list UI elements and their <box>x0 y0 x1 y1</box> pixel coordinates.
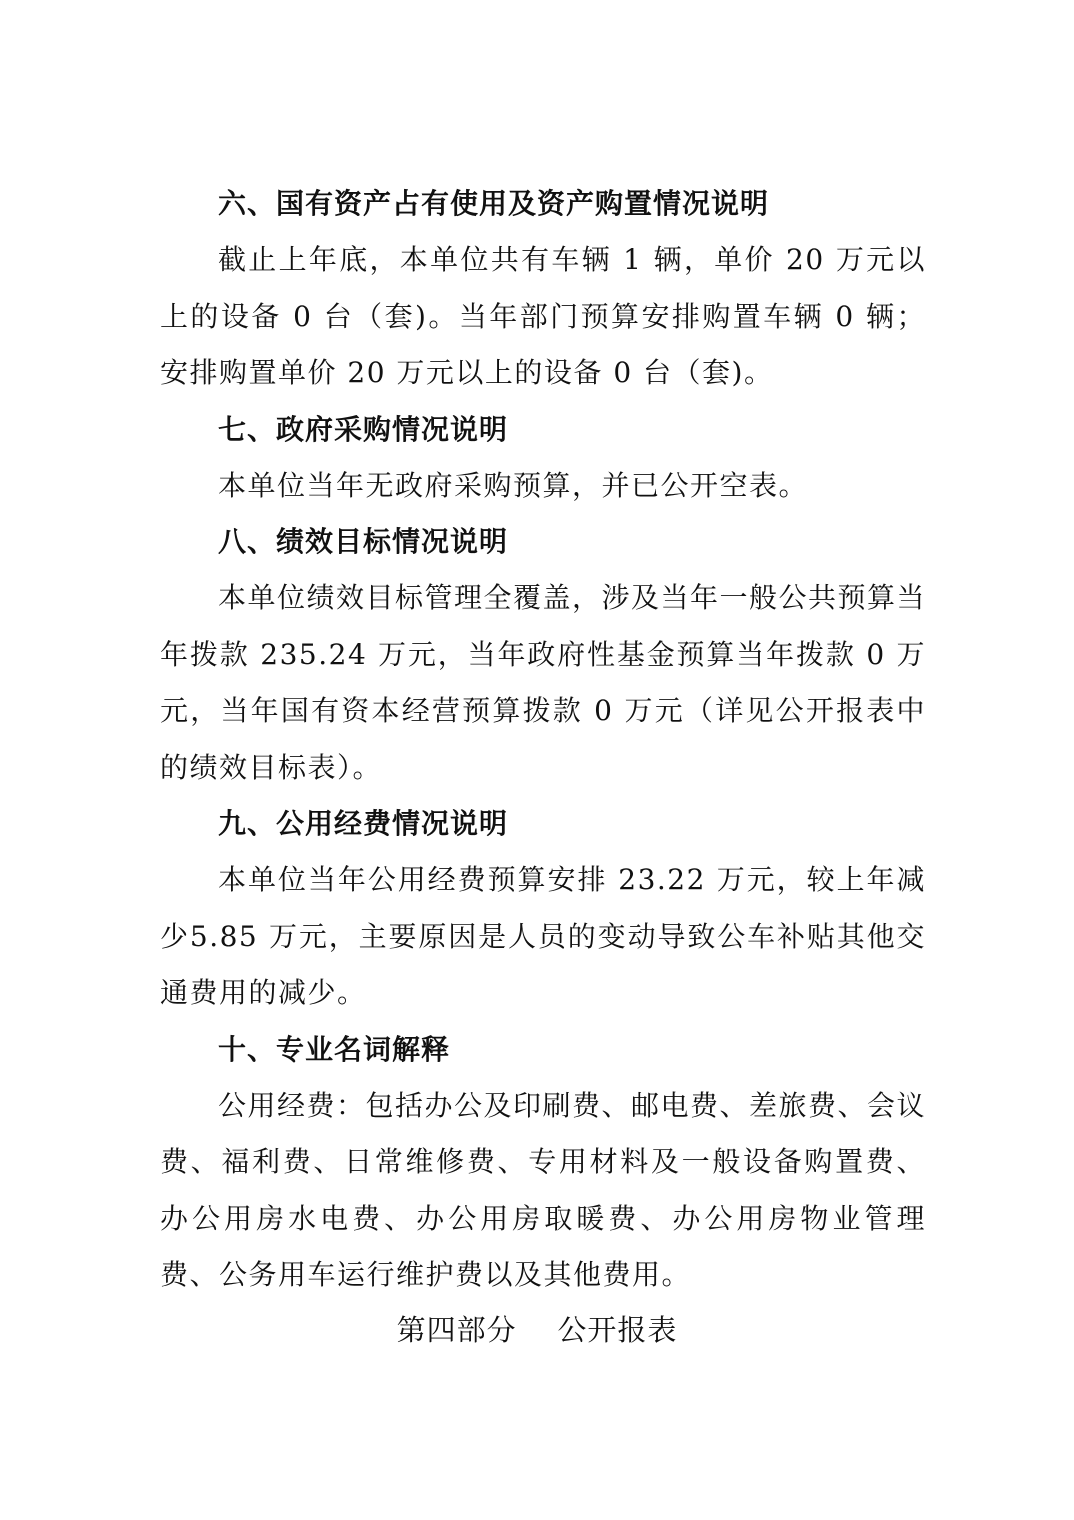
section-heading-procurement: 七、政府采购情况说明 <box>218 412 509 446</box>
document-body <box>160 176 926 1304</box>
section-heading-assets: 六、国有资产占有使用及资产购置情况说明 <box>218 187 770 220</box>
section-paragraph-assets: 截止上年底，本单位共有车辆 1 辆，单价 20 万元以上的设备 0 台（套)。当年部门预算安排购置车辆 0 辆；安排购置单价 20 万元以上的设备 0 台（套)。 <box>160 243 926 389</box>
section-heading-performance: 八、绩效目标情况说明 <box>218 525 509 558</box>
part-title: 第四部分 公开报表 <box>396 1313 678 1347</box>
section-paragraph-performance: 本单位绩效目标管理全覆盖，涉及当年一般公共预算当年拨款 235.24 万元，当年政府性基金预算当年拨款 0 万元，当年国有资本经营预算拨款 0 万元（详见公开报表中的绩效目标表）。 <box>160 581 927 784</box>
section-paragraph-glossary: 公用经费：包括办公及印刷费、邮电费、差旅费、会议费、福利费、日常维修费、专用材料及一般设备购置费、办公用房水电费、办公用房取暖费、办公用房物业管理费、公务用车运行维护费以及其他费用。 <box>160 1088 927 1291</box>
section-paragraph-procurement: 本单位当年无政府采购预算，并已公开空表。 <box>218 468 809 502</box>
section-heading-glossary: 十、专业名词解释 <box>218 1032 451 1066</box>
section-heading-public-funds: 九、公用经费情况说明 <box>218 807 509 840</box>
section-paragraph-public-funds: 本单位当年公用经费预算安排 23.22 万元，较上年减少5.85 万元，主要原因是人员的变动导致公车补贴其他交通费用的减少。 <box>160 863 926 1009</box>
